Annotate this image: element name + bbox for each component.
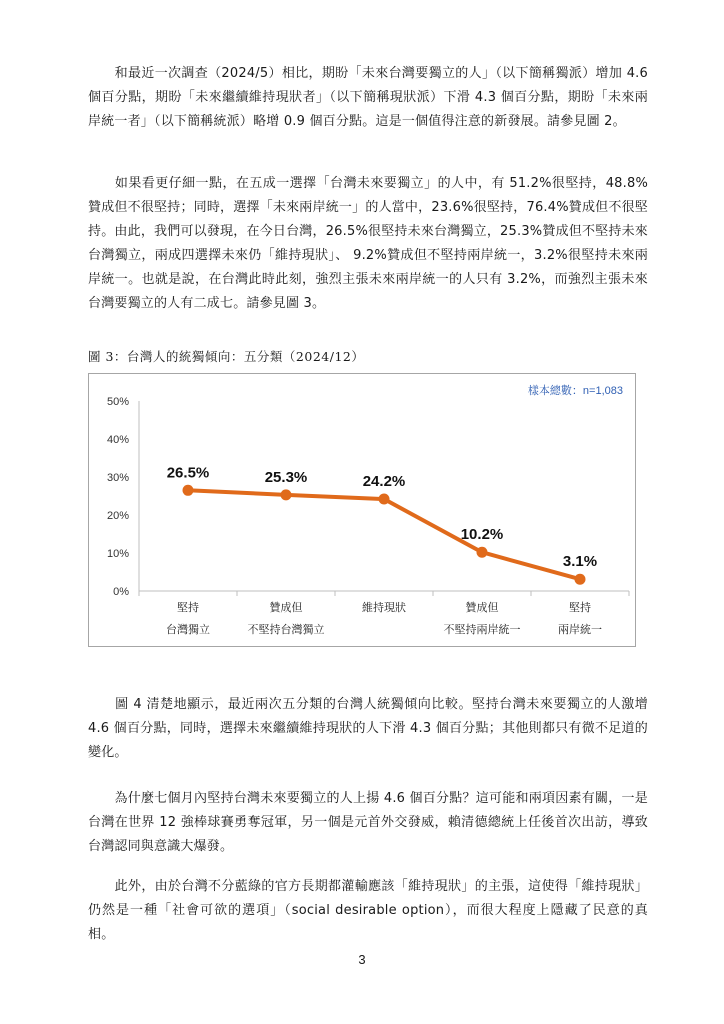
x-category-label: 維持現狀 bbox=[362, 601, 406, 614]
data-label: 3.1% bbox=[562, 553, 598, 571]
y-tick-label: 20% bbox=[106, 510, 129, 522]
y-tick-label: 10% bbox=[106, 548, 129, 560]
page-number: 3 bbox=[358, 952, 366, 967]
chart-svg bbox=[89, 374, 637, 648]
line-chart bbox=[88, 373, 636, 647]
paragraph-reasons: 為什麼七個月內堅持台灣未來要獨立的人上揚 4.6 個百分點？這可能和兩項因素有關，一是台灣在世界 12 強棒球賽勇奪冠軍，另一個是元首外交發威，賴清德總統上任後首次出訪，導致台灣認同與意識大爆發。 bbox=[88, 791, 648, 854]
data-point bbox=[281, 489, 292, 500]
y-tick-label: 0% bbox=[113, 586, 129, 598]
x-category-label: 台灣獨立 bbox=[166, 623, 210, 636]
paragraph-comparison: 和最近一次調查（2024/5）相比，期盼「未來台灣要獨立的人」（以下簡稱獨派）增加 4.6 個百分點，期盼「未來繼續維持現狀者」（以下簡稱現狀派）下滑 4.3 個百分點，期盼「未來兩岸統一者」（以下簡稱統派）略增 0.9 個百分點。這是一個值得注意的新發展。請參見圖 2。 bbox=[88, 66, 648, 129]
data-label: 25.3% bbox=[264, 468, 308, 486]
data-label: 10.2% bbox=[460, 526, 504, 544]
data-point bbox=[379, 494, 390, 505]
x-category-label: 堅持 bbox=[177, 601, 199, 614]
data-label: 26.5% bbox=[166, 464, 210, 482]
x-category-label: 不堅持兩岸統一 bbox=[443, 623, 521, 636]
x-category-label: 不堅持台灣獨立 bbox=[247, 623, 325, 636]
x-category-label: 堅持 bbox=[569, 601, 591, 614]
x-category-label: 兩岸統一 bbox=[558, 623, 602, 636]
figure-caption: 圖 3：台灣人的統獨傾向：五分類（2024/12） bbox=[88, 349, 365, 364]
paragraph-detail: 如果看更仔細一點，在五成一選擇「台灣未來要獨立」的人中，有 51.2%很堅持，48.8%贊成但不很堅持；同時，選擇「未來兩岸統一」的人當中，23.6%很堅持，76.4%贊成但不很堅持。由此，我們可以發現，在今日台灣，26.5%很堅持未來台灣獨立，25.3%贊成但不堅持未來台灣獨立，兩成四選擇未來仍「維持現狀」、 9.2%贊成但不堅持兩岸統一，3.2%很堅持未來兩岸統一。也就是說，在台灣此時此刻，強烈主張未來兩岸統一的人只有 3.2%，而強烈主張未來台灣要獨立的人有二成七。請參見圖 3。 bbox=[88, 176, 648, 311]
y-tick-label: 40% bbox=[106, 434, 129, 446]
x-category-label: 贊成但 bbox=[465, 601, 499, 614]
y-tick-label: 30% bbox=[106, 472, 129, 484]
paragraph-figure4: 圖 4 清楚地顯示，最近兩次五分類的台灣人統獨傾向比較。堅持台灣未來要獨立的人激增 4.6 個百分點，同時，選擇未來繼續維持現狀的人下滑 4.3 個百分點；其他則都只有微不足道的變化。 bbox=[88, 697, 648, 760]
data-point bbox=[183, 485, 194, 496]
y-tick-label: 50% bbox=[106, 396, 129, 408]
sample-size-note: 樣本總數：n=1,083 bbox=[527, 385, 623, 397]
data-point bbox=[477, 547, 488, 558]
paragraph-status-quo: 此外，由於台灣不分藍綠的官方長期都灌輸應該「維持現狀」的主張，這使得「維持現狀」仍然是一種「社會可欲的選項」（social desirable option），而很大程度上隱藏了民意的真相。 bbox=[88, 879, 648, 942]
data-label: 24.2% bbox=[362, 473, 406, 491]
x-category-label: 贊成但 bbox=[269, 601, 303, 614]
data-point bbox=[575, 574, 586, 585]
